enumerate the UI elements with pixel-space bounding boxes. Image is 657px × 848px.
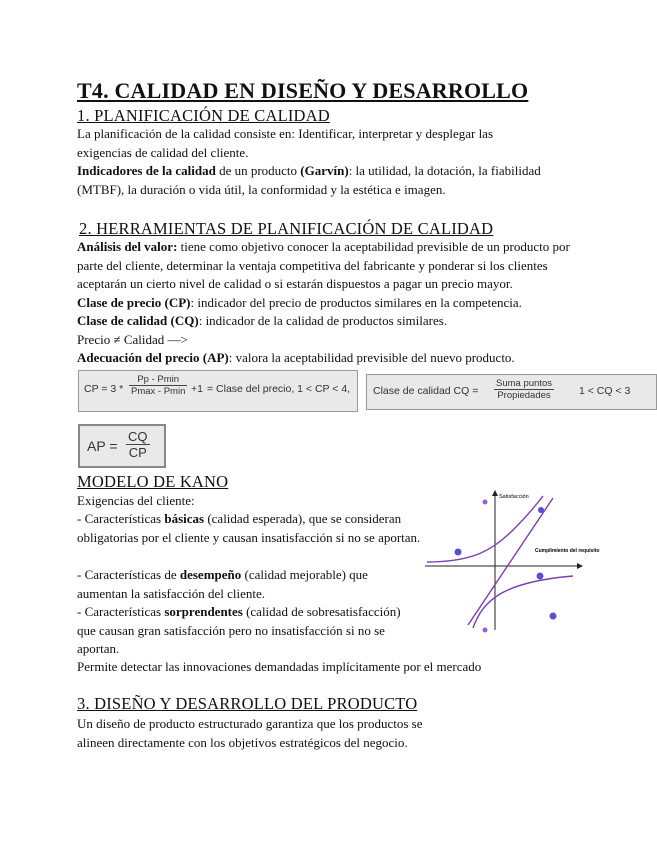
price-not-quality: Precio ≠ Calidad —> xyxy=(77,332,188,347)
document-title: T4. CALIDAD EN DISEÑO Y DESARROLLO xyxy=(77,78,529,103)
kano-exciting: - Características sorprendentes (calidad de sobresatisfacción) que causan gran satisfacción pero no insatisfacción si no se aportan. xyxy=(77,604,401,656)
section-1-heading: 1. PLANIFICACIÓN DE CALIDAD xyxy=(77,106,330,125)
basic-curve xyxy=(473,576,573,628)
marker-exciting xyxy=(455,549,462,556)
kano-performance: - Características de desempeño (calidad mejorable) que aumentan la satisfacción del cliente. xyxy=(77,567,368,601)
marker-dissatisfaction xyxy=(483,628,488,633)
y-axis-arrow-icon xyxy=(492,490,498,496)
marker-satisfaction xyxy=(483,500,488,505)
price-adequacy-formula: AP = $\frac{CQ}{CP}$ xyxy=(78,424,166,468)
marker-basic xyxy=(550,613,557,620)
kano-intro: Exigencias del cliente: xyxy=(77,493,195,508)
y-axis-label: Satisfacción xyxy=(499,494,529,500)
quality-class-formula: Clase de calidad CQ = Suma puntos Propiedades 1 < CQ < 3 xyxy=(366,374,657,410)
marker-performance xyxy=(537,573,544,580)
section-3-heading: 3. DISEÑO Y DESARROLLO DEL PRODUCTO xyxy=(77,694,418,713)
value-analysis-paragraph: Análisis del valor: tiene como objetivo conocer la aceptabilidad previsible de un producto por parte del cliente, determinar la ventaja competitiva del fabricante y ponderar si los clientes aceptarán un cierto nivel de calidad o si estarán dispuestos a pagar un precio mayor. xyxy=(77,239,570,291)
kano-conclusion: Permite detectar las innovaciones demandadas implícitamente por el mercado xyxy=(77,659,482,674)
quality-indicators-paragraph: Indicadores de la calidad de un producto (Garvín): la utilidad, la dotación, la fiabilidad (MTBF), la duración o vida útil, la conformidad y la estética e imagen. xyxy=(77,163,541,197)
x-axis-arrow-icon xyxy=(577,563,583,569)
kano-diagram xyxy=(423,490,600,640)
kano-heading: MODELO DE KANO xyxy=(77,472,229,491)
price-class-paragraph: Clase de precio (CP): indicador del precio de productos similares en la competencia. xyxy=(77,295,522,310)
section-1-paragraph: La planificación de la calidad consiste en: Identificar, interpretar y desplegar las exigencias de calidad del cliente. xyxy=(77,126,494,160)
kano-basic: - Características básicas (calidad esperada), que se consideran obligatorias por el cliente y causan insatisfacción si no se aportan. xyxy=(77,511,421,545)
performance-line xyxy=(468,498,553,625)
section-3-paragraph: Un diseño de producto estructurado garantiza que los productos se alineen directamente con los objetivos estratégicos del negocio. xyxy=(77,716,423,750)
quality-class-paragraph: Clase de calidad (CQ): indicador de la calidad de productos similares. xyxy=(77,313,448,328)
price-adequacy-paragraph: Adecuación del precio (AP): valora la aceptabilidad previsible del nuevo producto. xyxy=(77,350,515,365)
section-2-heading: 2. HERRAMIENTAS DE PLANIFICACIÓN DE CALIDAD xyxy=(79,219,494,238)
price-class-formula: CP = 3 * Pp - Pmin Pmax - Pmin +1 = Clase del precio, 1 < CP < 4, xyxy=(78,370,358,412)
x-axis-label: Cumplimiento del requisito xyxy=(535,548,600,554)
quality-indicators-label: Indicadores de la calidad xyxy=(77,163,216,178)
exciting-curve xyxy=(427,496,543,562)
marker-top xyxy=(538,507,544,513)
